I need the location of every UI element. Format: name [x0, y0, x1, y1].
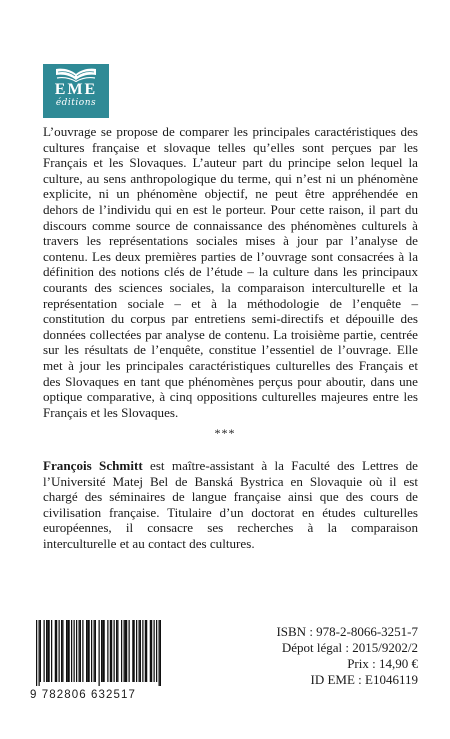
logo-subtitle: éditions: [55, 98, 97, 108]
price-line: Prix : 14,90 €: [347, 656, 418, 671]
barcode-bar: [91, 620, 92, 682]
logo-name: EME: [54, 81, 98, 98]
barcode-bar: [116, 620, 117, 682]
barcode-bar: [126, 620, 127, 682]
barcode-bar: [101, 620, 102, 682]
barcode-bar: [114, 620, 115, 682]
barcode-bar: [134, 620, 135, 682]
publisher-logo: [43, 64, 109, 118]
barcode-bar: [140, 620, 141, 682]
barcode-bar: [121, 620, 122, 682]
barcode-bar: [142, 620, 143, 682]
barcode-bar: [154, 620, 155, 682]
barcode-bar: [86, 620, 87, 682]
barcode-bar: [107, 620, 108, 682]
barcode-bar: [56, 620, 57, 682]
barcode-bar: [71, 620, 72, 682]
barcode-bar: [67, 620, 68, 682]
barcode-bar: [62, 620, 63, 682]
barcode-bar: [74, 620, 75, 682]
barcode-bar: [99, 620, 100, 686]
barcode-bar: [61, 620, 62, 682]
open-book-icon: [54, 66, 98, 82]
barcode-bar: [87, 620, 88, 682]
barcode-bars: [30, 620, 162, 686]
barcode-digits: 9 782806 632517: [30, 689, 137, 701]
barcode-bar: [150, 620, 151, 682]
barcode-bar: [79, 620, 80, 682]
depot-legal-line: Dépot légal : 2015/9202/2: [281, 640, 418, 655]
author-bio: [43, 458, 418, 552]
barcode-bar: [40, 620, 41, 682]
barcode-bar: [39, 620, 40, 686]
barcode-bar: [146, 620, 147, 682]
barcode-bar: [132, 620, 133, 682]
barcode-bar: [47, 620, 48, 682]
barcode-bar: [95, 620, 96, 682]
author-name: François Schmitt: [43, 458, 143, 473]
barcode-bar: [69, 620, 70, 682]
author-bio-text: est maître-assistant à la Faculté des Lettres de l’Université Matej Bel de Banská Bystrica en Slovaquie où il est chargé des séminaires de langue française ainsi que des cours de civilisation française. Titulaire d’un doctorat en études culturelles européennes, il consacre ses recherches à la comparaison interculturelle et au contact des cultures.: [43, 458, 418, 551]
barcode-bar: [102, 620, 103, 682]
barcode-bar: [151, 620, 152, 682]
barcode-bar: [117, 620, 118, 682]
publication-info: [218, 624, 418, 688]
barcode-bar: [89, 620, 90, 682]
barcode-bar: [82, 620, 83, 682]
barcode-bar: [94, 620, 95, 682]
barcode-bar: [44, 620, 45, 682]
abstract-text: L’ouvrage se propose de comparer les principales caractéristiques des cultures française et slovaque telles qu’elles sont perçues par les Français et les Slovaques. L’auteur part du principe selon lequel la culture, au sens anthropologique du terme, qui n’est ni un phénomène explicite, ni un phénomène objectif, ne peut être appréhendée en dehors de l’individu qui en est le porteur. Pour cette raison, il part du discours comme source de connaissance des phénomènes culturels à travers les représentations sociales mises à jour par l’analyse de contenu. Les deux premières parties de l’ouvrage sont consacrées à la définition des notions clés de l’étude – la culture dans les principaux courants des sciences sociales, la comparaison interculturelle et la représentation sociale – et à la méthodologie de l’enquête – constitution du corpus par entretiens semi-directifs et dépouille des données collectées par analyse de contenu. La troisième partie, centrée sur les résultats de l’enquête, constitue l’essentiel de l’ouvrage. Elle met à jour les principales caractéristiques culturelles des Français et des Slovaques en tant que phénomènes perçus pour aboutir, dans une optique comparative, à cinq oppositions culturelles majeures entre les Français et les Slovaques.: [43, 124, 418, 420]
barcode-bar: [159, 620, 160, 686]
id-eme-line: ID EME : E1046119: [310, 672, 418, 687]
barcode-bar: [111, 620, 112, 682]
barcode-bar: [136, 620, 137, 682]
barcode-bar: [51, 620, 52, 682]
barcode-bar: [104, 620, 105, 682]
barcode-bar: [124, 620, 125, 682]
barcode-bar: [46, 620, 47, 682]
barcode-bar: [66, 620, 67, 682]
barcode-bar: [156, 620, 157, 682]
barcode-bar: [145, 620, 146, 682]
barcode-bar: [139, 620, 140, 682]
isbn-line: ISBN : 978-2-8066-3251-7: [276, 624, 418, 639]
barcode-bar: [80, 620, 81, 682]
section-separator: ***: [214, 426, 236, 440]
barcode-bar: [55, 620, 56, 682]
barcode-bar: [76, 620, 77, 682]
barcode-bar: [49, 620, 50, 682]
barcode-bar: [129, 620, 130, 682]
barcode-bar: [36, 620, 37, 686]
barcode-bar: [125, 620, 126, 682]
barcode-bar: [110, 620, 111, 682]
barcode-bar: [59, 620, 60, 682]
barcode-bar: [160, 620, 161, 686]
